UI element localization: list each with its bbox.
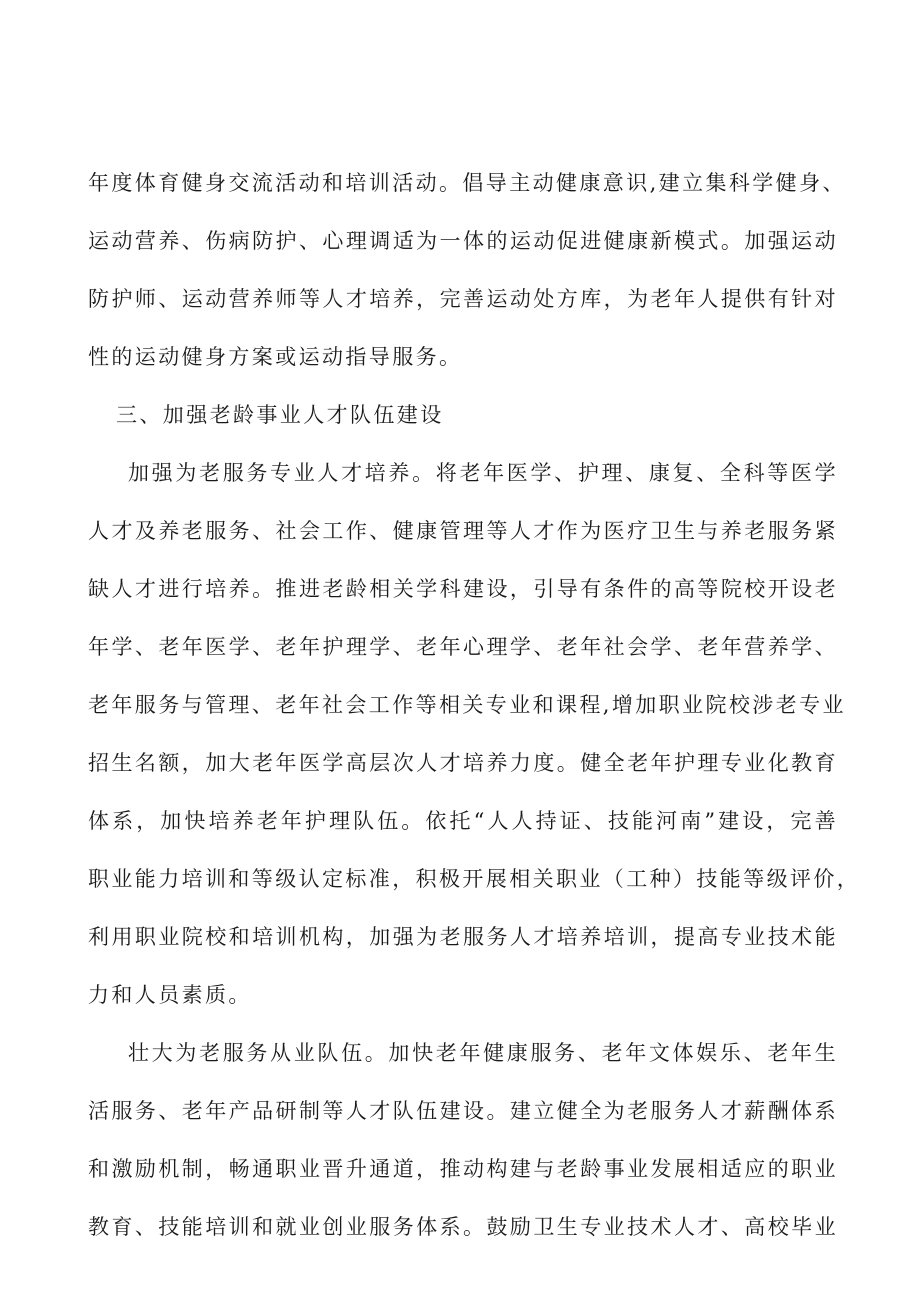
paragraph-3-line: 活服务、老年产品研制等人才队伍建设。建立健全为老服务人才薪酬体系 [88,1099,838,1123]
paragraph-2-line: 老年服务与管理、老年社会工作等相关专业和课程,增加职业院校涉老专业 [88,693,846,717]
paragraph-1-line: 防护师、运动营养师等人才培养，完善运动处方库，为老年人提供有针对 [88,287,838,311]
paragraph-2-line: 职业能力培训和等级认定标准，积极开展相关职业（工种）技能等级评价， [88,867,861,891]
paragraph-3-line: 和激励机制，畅通职业晋升通道，推动构建与老龄事业发展相适应的职业 [88,1157,838,1181]
paragraph-2-line: 利用职业院校和培训机构，加强为老服务人才培养培训，提高专业技术能 [88,925,838,949]
paragraph-2-line: 力和人员素质。 [88,983,252,1007]
paragraph-2-line: 缺人才进行培养。推进老龄相关学科建设，引导有条件的高等院校开设老 [88,577,838,601]
paragraph-1-line: 性的运动健身方案或运动指导服务。 [88,345,463,369]
paragraph-2-line: 体系，加快培养老年护理队伍。依托“人人持证、技能河南”建设，完善 [88,809,838,833]
paragraph-1-line: 年度体育健身交流活动和培训活动。倡导主动健康意识,建立集科学健身、 [88,171,846,195]
paragraph-2-line: 加强为老服务专业人才培养。将老年医学、护理、康复、全科等医学 [128,461,838,485]
paragraph-2-line: 招生名额，加大老年医学高层次人才培养力度。健全老年护理专业化教育 [88,751,838,775]
paragraph-3-line: 教育、技能培训和就业创业服务体系。鼓励卫生专业技术人才、高校毕业 [88,1215,838,1239]
paragraph-2-line: 人才及养老服务、社会工作、健康管理等人才作为医疗卫生与养老服务紧 [88,519,838,543]
paragraph-3-line: 壮大为老服务从业队伍。加快老年健康服务、老年文体娱乐、老年生 [128,1041,838,1065]
paragraph-1-line: 运动营养、伤病防护、心理调适为一体的运动促进健康新模式。加强运动 [88,229,838,253]
paragraph-2-line: 年学、老年医学、老年护理学、老年心理学、老年社会学、老年营养学、 [88,635,838,659]
section-heading: 三、加强老龄事业人才队伍建设 [116,403,444,427]
